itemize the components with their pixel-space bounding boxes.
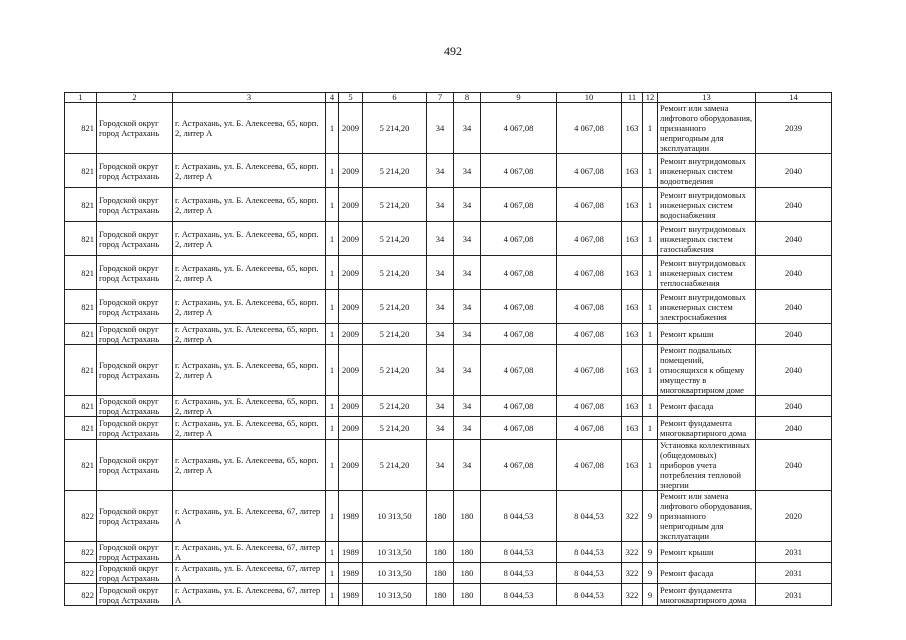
cell-plan-year: 2040	[756, 324, 832, 345]
cell-col4: 1	[326, 584, 339, 606]
table-row	[65, 324, 832, 345]
column-header: 13	[658, 93, 756, 103]
cell-col4: 1	[326, 396, 339, 417]
cell-work-type: Ремонт или замена лифтового оборудования, признанного непригодным для эксплуатации	[658, 103, 756, 154]
cell-col10: 4 067,08	[557, 290, 622, 324]
cell-municipality: Городской округ город Астрахань	[97, 256, 173, 290]
cell-work-type: Ремонт внутридомовых инженерных систем теплоснабжения	[658, 256, 756, 290]
cell-area: 10 313,50	[363, 563, 427, 584]
cell-col4: 1	[326, 154, 339, 188]
cell-municipality: Городской округ город Астрахань	[97, 396, 173, 417]
column-header: 3	[173, 93, 326, 103]
cell-number: 821	[65, 188, 97, 222]
cell-col12: 1	[643, 103, 658, 154]
cell-area: 5 214,20	[363, 345, 427, 396]
cell-col9: 4 067,08	[481, 103, 557, 154]
cell-plan-year: 2040	[756, 222, 832, 256]
cell-col9: 4 067,08	[481, 417, 557, 440]
cell-col12: 1	[643, 345, 658, 396]
cell-col4: 1	[326, 542, 339, 563]
cell-col4: 1	[326, 222, 339, 256]
cell-plan-year: 2040	[756, 417, 832, 440]
cell-municipality: Городской округ город Астрахань	[97, 440, 173, 491]
cell-col8: 34	[454, 188, 481, 222]
cell-col10: 4 067,08	[557, 222, 622, 256]
header-row	[65, 93, 832, 103]
cell-plan-year: 2040	[756, 154, 832, 188]
cell-col4: 1	[326, 290, 339, 324]
cell-number: 821	[65, 154, 97, 188]
cell-year: 2009	[339, 440, 363, 491]
cell-col9: 4 067,08	[481, 396, 557, 417]
cell-year: 2009	[339, 417, 363, 440]
cell-col7: 34	[427, 440, 454, 491]
cell-area: 5 214,20	[363, 417, 427, 440]
cell-col8: 34	[454, 440, 481, 491]
cell-col8: 34	[454, 324, 481, 345]
cell-number: 821	[65, 396, 97, 417]
cell-col10: 4 067,08	[557, 154, 622, 188]
cell-col9: 4 067,08	[481, 324, 557, 345]
cell-col9: 4 067,08	[481, 222, 557, 256]
table-row	[65, 345, 832, 396]
cell-year: 2009	[339, 290, 363, 324]
cell-year: 2009	[339, 103, 363, 154]
cell-col7: 180	[427, 542, 454, 563]
cell-area: 5 214,20	[363, 103, 427, 154]
cell-col11: 163	[622, 103, 643, 154]
column-header: 11	[622, 93, 643, 103]
cell-col12: 1	[643, 440, 658, 491]
cell-area: 5 214,20	[363, 290, 427, 324]
cell-col11: 322	[622, 491, 643, 542]
cell-col10: 4 067,08	[557, 417, 622, 440]
table-row	[65, 188, 832, 222]
table-row	[65, 256, 832, 290]
cell-col12: 1	[643, 222, 658, 256]
cell-col7: 34	[427, 345, 454, 396]
cell-year: 2009	[339, 222, 363, 256]
cell-col8: 180	[454, 542, 481, 563]
cell-number: 822	[65, 584, 97, 606]
cell-col7: 180	[427, 584, 454, 606]
cell-col11: 163	[622, 222, 643, 256]
cell-col8: 34	[454, 103, 481, 154]
cell-area: 5 214,20	[363, 222, 427, 256]
capital-repair-table	[64, 92, 832, 606]
cell-col10: 4 067,08	[557, 188, 622, 222]
table-row	[65, 584, 832, 606]
cell-area: 5 214,20	[363, 324, 427, 345]
cell-col10: 4 067,08	[557, 396, 622, 417]
cell-area: 5 214,20	[363, 188, 427, 222]
cell-municipality: Городской округ город Астрахань	[97, 290, 173, 324]
cell-plan-year: 2040	[756, 396, 832, 417]
cell-plan-year: 2040	[756, 256, 832, 290]
table-row	[65, 491, 832, 542]
cell-address: г. Астрахань, ул. Б. Алексеева, 65, корп. 2, литер А	[173, 396, 326, 417]
page-number: 492	[444, 44, 462, 58]
cell-address: г. Астрахань, ул. Б. Алексеева, 65, корп. 2, литер А	[173, 256, 326, 290]
column-header: 7	[427, 93, 454, 103]
cell-col9: 4 067,08	[481, 290, 557, 324]
cell-col4: 1	[326, 563, 339, 584]
cell-area: 5 214,20	[363, 440, 427, 491]
cell-col10: 4 067,08	[557, 256, 622, 290]
cell-plan-year: 2020	[756, 491, 832, 542]
column-header: 9	[481, 93, 557, 103]
cell-work-type: Ремонт подвальных помещений, относящихся к общему имуществу в многоквартирном доме	[658, 345, 756, 396]
cell-plan-year: 2031	[756, 563, 832, 584]
cell-col11: 163	[622, 440, 643, 491]
cell-col12: 1	[643, 290, 658, 324]
cell-municipality: Городской округ город Астрахань	[97, 103, 173, 154]
cell-col12: 9	[643, 491, 658, 542]
cell-col7: 34	[427, 290, 454, 324]
cell-col7: 180	[427, 563, 454, 584]
cell-year: 1989	[339, 542, 363, 563]
cell-col4: 1	[326, 440, 339, 491]
cell-municipality: Городской округ город Астрахань	[97, 324, 173, 345]
cell-address: г. Астрахань, ул. Б. Алексеева, 67, литер А	[173, 491, 326, 542]
cell-plan-year: 2039	[756, 103, 832, 154]
cell-number: 822	[65, 542, 97, 563]
cell-year: 2009	[339, 188, 363, 222]
column-header: 1	[65, 93, 97, 103]
cell-municipality: Городской округ город Астрахань	[97, 222, 173, 256]
cell-area: 5 214,20	[363, 154, 427, 188]
cell-municipality: Городской округ город Астрахань	[97, 345, 173, 396]
cell-col9: 8 044,53	[481, 542, 557, 563]
cell-col11: 163	[622, 290, 643, 324]
cell-address: г. Астрахань, ул. Б. Алексеева, 67, литер А	[173, 542, 326, 563]
cell-work-type: Ремонт внутридомовых инженерных систем газоснабжения	[658, 222, 756, 256]
column-header: 14	[756, 93, 832, 103]
cell-col11: 322	[622, 584, 643, 606]
cell-col7: 34	[427, 188, 454, 222]
cell-number: 822	[65, 563, 97, 584]
cell-col12: 1	[643, 324, 658, 345]
cell-col9: 4 067,08	[481, 440, 557, 491]
cell-municipality: Городской округ город Астрахань	[97, 563, 173, 584]
cell-col12: 1	[643, 154, 658, 188]
cell-col10: 8 044,53	[557, 542, 622, 563]
cell-col11: 163	[622, 188, 643, 222]
column-header: 10	[557, 93, 622, 103]
cell-col8: 34	[454, 222, 481, 256]
cell-address: г. Астрахань, ул. Б. Алексеева, 65, корп. 2, литер А	[173, 440, 326, 491]
cell-col9: 4 067,08	[481, 345, 557, 396]
cell-address: г. Астрахань, ул. Б. Алексеева, 65, корп. 2, литер А	[173, 222, 326, 256]
table-row	[65, 396, 832, 417]
cell-col11: 163	[622, 324, 643, 345]
cell-col10: 4 067,08	[557, 345, 622, 396]
cell-number: 821	[65, 417, 97, 440]
cell-col8: 34	[454, 417, 481, 440]
cell-year: 2009	[339, 154, 363, 188]
cell-col10: 8 044,53	[557, 584, 622, 606]
cell-municipality: Городской округ город Астрахань	[97, 584, 173, 606]
column-header: 2	[97, 93, 173, 103]
cell-work-type: Ремонт внутридомовых инженерных систем электроснабжения	[658, 290, 756, 324]
table-row	[65, 417, 832, 440]
cell-col12: 1	[643, 396, 658, 417]
cell-col7: 34	[427, 256, 454, 290]
cell-col7: 34	[427, 417, 454, 440]
cell-municipality: Городской округ город Астрахань	[97, 542, 173, 563]
cell-col7: 34	[427, 103, 454, 154]
cell-number: 822	[65, 491, 97, 542]
cell-col11: 163	[622, 396, 643, 417]
cell-col7: 180	[427, 491, 454, 542]
cell-year: 2009	[339, 345, 363, 396]
cell-year: 1989	[339, 491, 363, 542]
cell-col9: 4 067,08	[481, 256, 557, 290]
cell-address: г. Астрахань, ул. Б. Алексеева, 65, корп. 2, литер А	[173, 154, 326, 188]
column-header: 6	[363, 93, 427, 103]
cell-col10: 4 067,08	[557, 103, 622, 154]
cell-col8: 34	[454, 290, 481, 324]
cell-year: 1989	[339, 563, 363, 584]
cell-work-type: Ремонт крыши	[658, 324, 756, 345]
cell-col7: 34	[427, 222, 454, 256]
cell-col4: 1	[326, 188, 339, 222]
table-row	[65, 440, 832, 491]
cell-col11: 163	[622, 345, 643, 396]
cell-col8: 34	[454, 256, 481, 290]
cell-year: 2009	[339, 256, 363, 290]
cell-col12: 1	[643, 188, 658, 222]
cell-col4: 1	[326, 324, 339, 345]
cell-col9: 8 044,53	[481, 563, 557, 584]
cell-plan-year: 2031	[756, 542, 832, 563]
table-row	[65, 154, 832, 188]
cell-col8: 180	[454, 584, 481, 606]
cell-col10: 4 067,08	[557, 324, 622, 345]
cell-col10: 8 044,53	[557, 491, 622, 542]
cell-plan-year: 2040	[756, 188, 832, 222]
cell-col4: 1	[326, 417, 339, 440]
cell-col4: 1	[326, 256, 339, 290]
cell-year: 2009	[339, 396, 363, 417]
cell-plan-year: 2040	[756, 290, 832, 324]
cell-col10: 8 044,53	[557, 563, 622, 584]
cell-col7: 34	[427, 154, 454, 188]
cell-address: г. Астрахань, ул. Б. Алексеева, 65, корп. 2, литер А	[173, 103, 326, 154]
cell-year: 1989	[339, 584, 363, 606]
cell-work-type: Ремонт фасада	[658, 396, 756, 417]
cell-col9: 4 067,08	[481, 154, 557, 188]
cell-col8: 180	[454, 491, 481, 542]
cell-work-type: Ремонт крыши	[658, 542, 756, 563]
table-row	[65, 542, 832, 563]
cell-number: 821	[65, 222, 97, 256]
cell-col9: 4 067,08	[481, 188, 557, 222]
cell-col12: 1	[643, 417, 658, 440]
cell-work-type: Ремонт фундамента многоквартирного дома	[658, 584, 756, 606]
cell-work-type: Ремонт фундамента многоквартирного дома	[658, 417, 756, 440]
cell-address: г. Астрахань, ул. Б. Алексеева, 67, литер А	[173, 584, 326, 606]
cell-number: 821	[65, 290, 97, 324]
cell-work-type: Ремонт фасада	[658, 563, 756, 584]
cell-col4: 1	[326, 491, 339, 542]
cell-col12: 9	[643, 584, 658, 606]
cell-address: г. Астрахань, ул. Б. Алексеева, 65, корп. 2, литер А	[173, 417, 326, 440]
cell-address: г. Астрахань, ул. Б. Алексеева, 67, литер А	[173, 563, 326, 584]
table-row	[65, 563, 832, 584]
cell-plan-year: 2040	[756, 345, 832, 396]
cell-number: 821	[65, 324, 97, 345]
cell-col11: 163	[622, 417, 643, 440]
cell-col12: 1	[643, 256, 658, 290]
cell-work-type: Ремонт внутридомовых инженерных систем водоснабжения	[658, 188, 756, 222]
table-row	[65, 103, 832, 154]
cell-address: г. Астрахань, ул. Б. Алексеева, 65, корп. 2, литер А	[173, 290, 326, 324]
column-header: 12	[643, 93, 658, 103]
table-row	[65, 290, 832, 324]
cell-address: г. Астрахань, ул. Б. Алексеева, 65, корп. 2, литер А	[173, 188, 326, 222]
cell-col7: 34	[427, 324, 454, 345]
cell-col11: 322	[622, 563, 643, 584]
cell-col11: 163	[622, 154, 643, 188]
cell-plan-year: 2031	[756, 584, 832, 606]
cell-col12: 9	[643, 542, 658, 563]
cell-area: 5 214,20	[363, 256, 427, 290]
cell-col7: 34	[427, 396, 454, 417]
column-header: 8	[454, 93, 481, 103]
cell-col9: 8 044,53	[481, 584, 557, 606]
cell-col11: 163	[622, 256, 643, 290]
cell-work-type: Ремонт или замена лифтового оборудования, признанного непригодным для эксплуатации	[658, 491, 756, 542]
cell-municipality: Городской округ город Астрахань	[97, 188, 173, 222]
cell-col11: 322	[622, 542, 643, 563]
column-header: 5	[339, 93, 363, 103]
cell-address: г. Астрахань, ул. Б. Алексеева, 65, корп. 2, литер А	[173, 345, 326, 396]
cell-col10: 4 067,08	[557, 440, 622, 491]
cell-col8: 34	[454, 345, 481, 396]
cell-number: 821	[65, 440, 97, 491]
table-row	[65, 222, 832, 256]
cell-year: 2009	[339, 324, 363, 345]
cell-col8: 34	[454, 154, 481, 188]
cell-col8: 180	[454, 563, 481, 584]
cell-address: г. Астрахань, ул. Б. Алексеева, 65, корп. 2, литер А	[173, 324, 326, 345]
cell-plan-year: 2040	[756, 440, 832, 491]
cell-number: 821	[65, 256, 97, 290]
cell-area: 5 214,20	[363, 396, 427, 417]
cell-area: 10 313,50	[363, 491, 427, 542]
cell-col4: 1	[326, 103, 339, 154]
cell-municipality: Городской округ город Астрахань	[97, 491, 173, 542]
cell-area: 10 313,50	[363, 542, 427, 563]
cell-col9: 8 044,53	[481, 491, 557, 542]
column-header: 4	[326, 93, 339, 103]
cell-col8: 34	[454, 396, 481, 417]
cell-number: 821	[65, 103, 97, 154]
cell-col4: 1	[326, 345, 339, 396]
cell-work-type: Ремонт внутридомовых инженерных систем водоотведения	[658, 154, 756, 188]
cell-municipality: Городской округ город Астрахань	[97, 417, 173, 440]
cell-number: 821	[65, 345, 97, 396]
cell-col12: 9	[643, 563, 658, 584]
cell-area: 10 313,50	[363, 584, 427, 606]
cell-work-type: Установка коллективных (общедомовых) приборов учета потребления тепловой энергии	[658, 440, 756, 491]
cell-municipality: Городской округ город Астрахань	[97, 154, 173, 188]
